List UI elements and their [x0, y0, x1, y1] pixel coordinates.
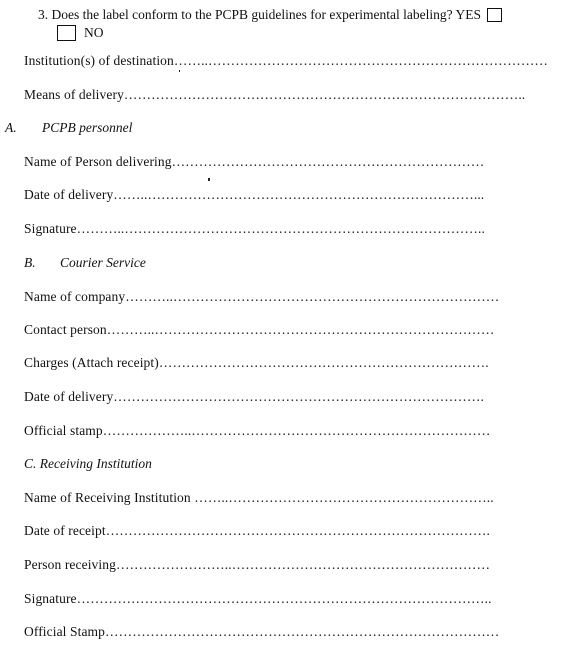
name-of-person-delivering-field[interactable]: Name of Person delivering……………………………………………………………: [24, 154, 485, 169]
pcpb-date-of-delivery-field[interactable]: Date of delivery……..………………………………………………………………...: [24, 187, 485, 202]
section-b-heading: [24, 255, 146, 271]
receiving-signature-field[interactable]: Signature………………………………………………………………………………..: [24, 591, 492, 606]
no-checkbox[interactable]: [57, 25, 76, 41]
question-3: [38, 7, 573, 23]
courier-date-of-delivery-field[interactable]: Date of delivery……………………………………………………………………….: [24, 389, 484, 404]
receiving-official-stamp-field[interactable]: Official Stamp……………………………………………………………………………: [24, 624, 500, 639]
person-receiving-field[interactable]: Person receiving……………………..…………………………………………………: [24, 557, 491, 572]
pcpb-signature-field[interactable]: Signature………..……………………………………………………………………..: [24, 221, 485, 236]
stray-mark: [179, 70, 180, 72]
courier-official-stamp-field[interactable]: Official stamp………………..…………………………………………………………: [24, 423, 491, 438]
section-b-title: Courier Service: [60, 255, 146, 270]
means-of-delivery-field[interactable]: Means of delivery……………………………………………………………………………..: [24, 87, 526, 102]
date-of-receipt-field[interactable]: Date of receipt………………………………………………………………………….: [24, 523, 490, 538]
yes-checkbox[interactable]: [487, 8, 502, 22]
courier-charges-field[interactable]: Charges (Attach receipt)……………………………………………………………….: [24, 355, 489, 370]
section-c-heading: C. Receiving Institution: [24, 456, 152, 471]
stray-mark: [208, 178, 210, 181]
no-label: NO: [84, 25, 104, 40]
no-option: [57, 25, 104, 41]
courier-contact-person-field[interactable]: Contact person………..…………………………………………………………………: [24, 322, 495, 337]
courier-company-field[interactable]: Name of company………..………………………………………………………………: [24, 289, 500, 304]
section-a-letter: A.: [5, 120, 17, 135]
receiving-institution-name-field[interactable]: Name of Receiving Institution ……..…………………………………………………..: [24, 490, 494, 505]
section-a-title: PCPB personnel: [42, 120, 133, 135]
question-3-text: 3. Does the label conform to the PCPB guidelines for experimental labeling? YES: [38, 7, 482, 22]
section-a-heading: [5, 120, 132, 136]
section-b-letter: B.: [24, 255, 36, 270]
institution-destination-field[interactable]: Institution(s) of destination……..…………………………………………………………………: [24, 53, 549, 68]
